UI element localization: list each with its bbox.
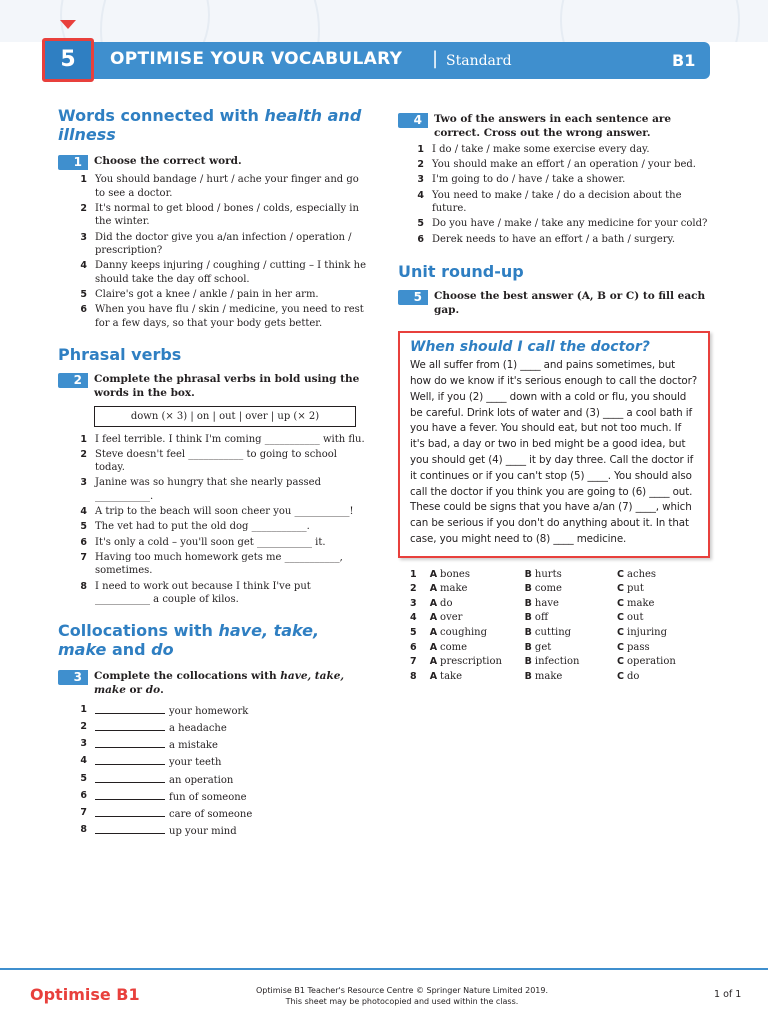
- page-title: OPTIMISE YOUR VOCABULARY: [110, 49, 403, 69]
- list-item: 5 The vet had to put the old dog ___________.: [80, 521, 310, 533]
- story-box: [398, 331, 710, 558]
- exercise-number-badge: 4: [398, 113, 428, 128]
- level-code: B1: [672, 51, 696, 70]
- option-a[interactable]: A make: [429, 583, 468, 595]
- section-title-collocations: Collocations with have, take, make and do: [58, 620, 320, 659]
- exercise-1: [58, 154, 368, 331]
- list-item: 3 Did the doctor give you a/an infection / operation / prescription?: [80, 231, 352, 257]
- exercise-items: [58, 173, 368, 331]
- list-item: 6 Derek needs to have an effort / a bath / surgery.: [417, 233, 676, 245]
- list-item: 5 Claire's got a knee / ankle / pain in her arm.: [80, 289, 319, 301]
- answer-blank[interactable]: [95, 754, 165, 765]
- option-c[interactable]: C injuring: [617, 627, 668, 639]
- list-item: 4 A trip to the beach will soon cheer you ___________!: [80, 506, 354, 518]
- option-c[interactable]: C make: [617, 597, 655, 609]
- option-a[interactable]: A over: [429, 612, 463, 624]
- option-c[interactable]: C pass: [617, 641, 650, 653]
- list-item: 4 Danny keeps injuring / coughing / cutting – I think he should take the day off school.: [80, 260, 366, 285]
- option-a[interactable]: A take: [429, 670, 463, 682]
- option-number: 8: [410, 670, 417, 682]
- list-item: 3 a mistake: [80, 738, 218, 752]
- option-a[interactable]: A bones: [429, 568, 470, 580]
- option-a[interactable]: A do: [429, 597, 453, 609]
- list-item: 7 care of someone: [80, 806, 253, 820]
- header-separator: |: [432, 48, 439, 69]
- table-row: [410, 568, 710, 583]
- options-table: [410, 568, 710, 685]
- section-title-health: Words connected with health and illness: [58, 106, 362, 144]
- list-item: 4 You need to make / take / do a decision about the future.: [417, 189, 682, 215]
- answer-blank[interactable]: [95, 789, 165, 800]
- option-number: 6: [410, 641, 417, 653]
- footer-copyright: Optimise B1 Teacher's Resource Centre © Springer Nature Limited 2019. This sheet may be photocopied and used within the class.: [255, 986, 549, 1006]
- list-item: 2 You should make an effort / an operation / your bed.: [417, 159, 696, 171]
- list-item: 6 When you have flu / skin / medicine, you need to rest for a few days, so that your body gets better.: [80, 304, 364, 329]
- option-a[interactable]: A coughing: [429, 627, 487, 639]
- marker-triangle-icon: [60, 20, 76, 29]
- list-item: 1 I do / take / make some exercise every day.: [417, 144, 650, 155]
- table-row: [410, 626, 710, 641]
- table-row: [410, 670, 710, 685]
- footer-divider: [0, 968, 768, 970]
- option-b[interactable]: B hurts: [524, 568, 562, 580]
- exercise-5: [398, 289, 710, 684]
- unit-number-badge: 5: [42, 38, 94, 82]
- right-column: [398, 112, 710, 684]
- answer-blank[interactable]: [95, 823, 165, 834]
- list-item: 4 your teeth: [80, 755, 222, 769]
- answer-blank[interactable]: [95, 772, 165, 783]
- story-title: When should I call the doctor?: [410, 339, 650, 356]
- exercise-instruction: Complete the collocations with have, take, make or do.: [94, 669, 345, 696]
- list-item: 3 I'm going to do / have / take a shower.: [417, 174, 626, 186]
- option-a[interactable]: A come: [429, 641, 468, 653]
- exercise-instruction: Choose the best answer (A, B or C) to fill each gap.: [434, 290, 706, 317]
- list-item: 2 It's normal to get blood / bones / colds, especially in the winter.: [80, 202, 359, 228]
- footer-brand: Optimise B1: [30, 985, 140, 1004]
- list-item: 5 Do you have / make / take any medicine for your cold?: [417, 218, 708, 230]
- option-b[interactable]: B make: [524, 670, 563, 682]
- section-title-phrasal: Phrasal verbs: [58, 344, 182, 364]
- list-item: 2 a headache: [80, 720, 227, 734]
- exercise-2: [58, 372, 368, 607]
- option-number: 1: [410, 568, 417, 580]
- option-b[interactable]: B come: [524, 583, 562, 595]
- list-item: 6 It's only a cold – you'll soon get ___________ it.: [80, 536, 326, 548]
- exercise-items: [398, 143, 710, 246]
- list-item: 2 Steve doesn't feel ___________ to going to school today.: [80, 448, 337, 474]
- option-number: 5: [410, 627, 417, 639]
- answer-blank[interactable]: [95, 720, 165, 731]
- exercise-instruction: Complete the phrasal verbs in bold using the words in the box.: [94, 372, 360, 399]
- exercise-instruction: Choose the correct word.: [94, 155, 242, 167]
- option-number: 2: [410, 583, 417, 595]
- list-item: 1 You should bandage / hurt / ache your finger and go to see a doctor.: [80, 174, 359, 199]
- answer-blank[interactable]: [95, 806, 165, 817]
- list-item: 7 Having too much homework gets me ___________, sometimes.: [80, 551, 343, 577]
- option-b[interactable]: B infection: [524, 656, 580, 668]
- option-a[interactable]: A prescription: [429, 656, 502, 668]
- exercise-number-badge: 1: [58, 155, 88, 170]
- list-item: 1 your homework: [80, 703, 249, 717]
- top-decoration: [0, 0, 768, 42]
- answer-blank[interactable]: [95, 737, 165, 748]
- answer-blank[interactable]: [95, 703, 165, 714]
- option-number: 7: [410, 656, 417, 668]
- option-c[interactable]: C do: [617, 670, 640, 682]
- exercise-instruction: Two of the answers in each sentence are correct. Cross out the wrong answer.: [434, 113, 672, 139]
- exercise-items: [58, 703, 368, 839]
- option-b[interactable]: B cutting: [524, 627, 572, 639]
- exercise-items: [58, 433, 368, 607]
- left-column: [58, 106, 368, 840]
- option-number: 3: [410, 597, 417, 609]
- table-row: [410, 597, 710, 612]
- table-row: [410, 641, 710, 656]
- list-item: 3 Janine was so hungry that she nearly passed ___________.: [80, 477, 322, 503]
- exercise-number-badge: 2: [58, 373, 88, 388]
- option-number: 4: [410, 612, 417, 624]
- option-c[interactable]: C operation: [617, 656, 676, 668]
- word-box: down (× 3) | on | out | over | up (× 2): [94, 406, 356, 427]
- list-item: 5 an operation: [80, 772, 234, 786]
- page-number: 1 of 1: [714, 989, 742, 1000]
- list-item: 6 fun of someone: [80, 789, 247, 803]
- exercise-3: [58, 669, 368, 839]
- option-b[interactable]: B off: [524, 612, 549, 624]
- table-row: [410, 655, 710, 670]
- option-b[interactable]: B get: [524, 641, 552, 653]
- option-c[interactable]: C out: [617, 612, 644, 624]
- list-item: 1 I feel terrible. I think I'm coming ___________ with flu.: [80, 433, 365, 445]
- table-row: [410, 582, 710, 597]
- level-label: Standard: [446, 53, 512, 69]
- option-c[interactable]: C aches: [617, 568, 657, 580]
- section-title-roundup: Unit round-up: [398, 262, 524, 282]
- table-row: [410, 611, 710, 626]
- option-b[interactable]: B have: [524, 597, 559, 609]
- exercise-number-badge: 5: [398, 290, 428, 305]
- list-item: 8 up your mind: [80, 824, 237, 838]
- list-item: 8 I need to work out because I think I've put ___________ a couple of kilos.: [80, 580, 311, 606]
- option-c[interactable]: C put: [617, 583, 644, 595]
- exercise-number-badge: 3: [58, 670, 88, 685]
- exercise-4: [398, 112, 710, 246]
- story-text: We all suffer from (1) ____ and pains sometimes, but how do we know if it's serious enough to call the doctor? Well, if you (2) ____ down with a cold or flu, you should be careful. Drink lots of water and (3) ____ a cool bath if you have a fever. You should eat, but not too much. If it's bad, a day or two in bed might be a good idea, but you should get (4) ____ it by day three. Call the doctor if it continues or if you can't stop (5) ____. You should also call the doctor if you think you are going to (6) ____ out. These could be signs that you have a/an (7) ____, which can be serious if you don't do anything about it. In that case, you might need to (8) ____ medicine.: [410, 359, 698, 545]
